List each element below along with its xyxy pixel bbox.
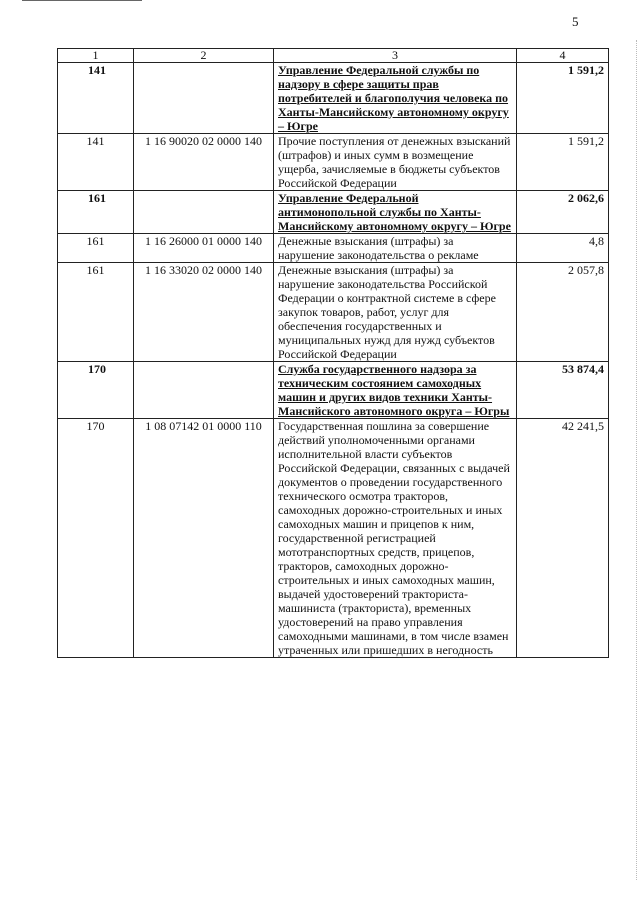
budget-code (134, 63, 274, 134)
row-amount: 4,8 (517, 234, 609, 263)
admin-code: 161 (58, 191, 134, 234)
row-name: Управление Федеральной антимонопольной службы по Ханты-Мансийскому автономному округу – Югре (274, 191, 517, 234)
row-name: Управление Федеральной службы по надзору в сфере защиты прав потребителей и благополучия человека по Ханты-Мансийскому автономному округу – Югре (274, 63, 517, 134)
row-amount: 1 591,2 (517, 134, 609, 191)
row-amount: 2 062,6 (517, 191, 609, 234)
row-name: Государственная пошлина за совершение действий уполномоченными органами исполнительной власти субъектов Российской Федерации, связанных с выдачей документов о проведении государственного технического осмотра тракторов, самоходных дорожно-строительных и иных самоходных машин и прицепов к ним, государственной регистрацией мототранспортных средств, прицепов, тракторов, самоходных дорожно-строительных и иных самоходных машин, выдачей удостоверений тракториста-машиниста (тракториста), временных удостоверений на право управления самоходными машинами, в том числе взамен утраченных или пришедших в негодность (274, 419, 517, 658)
row-amount: 53 874,4 (517, 362, 609, 419)
table-row (58, 419, 609, 658)
table-row-org (58, 63, 609, 134)
admin-code: 141 (58, 134, 134, 191)
header-col-1: 1 (58, 49, 134, 63)
budget-code: 1 16 26000 01 0000 140 (134, 234, 274, 263)
table-row (58, 134, 609, 191)
scan-edge (636, 40, 637, 880)
row-amount: 2 057,8 (517, 263, 609, 362)
header-col-2: 2 (134, 49, 274, 63)
admin-code: 161 (58, 263, 134, 362)
admin-code: 161 (58, 234, 134, 263)
revenue-table (57, 48, 609, 658)
admin-code: 141 (58, 63, 134, 134)
table-row (58, 234, 609, 263)
row-name: Денежные взыскания (штрафы) за нарушение законодательства Российской Федерации о контрактной системе в сфере закупок товаров, работ, услуг для обеспечения государственных и муниципальных нужд для нужд субъектов Российской Федерации (274, 263, 517, 362)
table-header-row (58, 49, 609, 63)
row-name: Прочие поступления от денежных взысканий (штрафов) и иных сумм в возмещение ущерба, зачисляемые в бюджеты субъектов Российской Федерации (274, 134, 517, 191)
table-row-org (58, 362, 609, 419)
header-col-4: 4 (517, 49, 609, 63)
header-col-3: 3 (274, 49, 517, 63)
budget-code (134, 362, 274, 419)
budget-code: 1 16 90020 02 0000 140 (134, 134, 274, 191)
row-name: Служба государственного надзора за техническим состоянием самоходных машин и других видов техники Ханты-Мансийского автономного округа – Югры (274, 362, 517, 419)
top-edge-line (22, 0, 142, 1)
row-amount: 1 591,2 (517, 63, 609, 134)
row-amount: 42 241,5 (517, 419, 609, 658)
table-row-org (58, 191, 609, 234)
page-number: 5 (572, 14, 579, 29)
table-row (58, 263, 609, 362)
row-name: Денежные взыскания (штрафы) за нарушение законодательства о рекламе (274, 234, 517, 263)
admin-code: 170 (58, 362, 134, 419)
budget-code: 1 16 33020 02 0000 140 (134, 263, 274, 362)
budget-code (134, 191, 274, 234)
admin-code: 170 (58, 419, 134, 658)
budget-code: 1 08 07142 01 0000 110 (134, 419, 274, 658)
